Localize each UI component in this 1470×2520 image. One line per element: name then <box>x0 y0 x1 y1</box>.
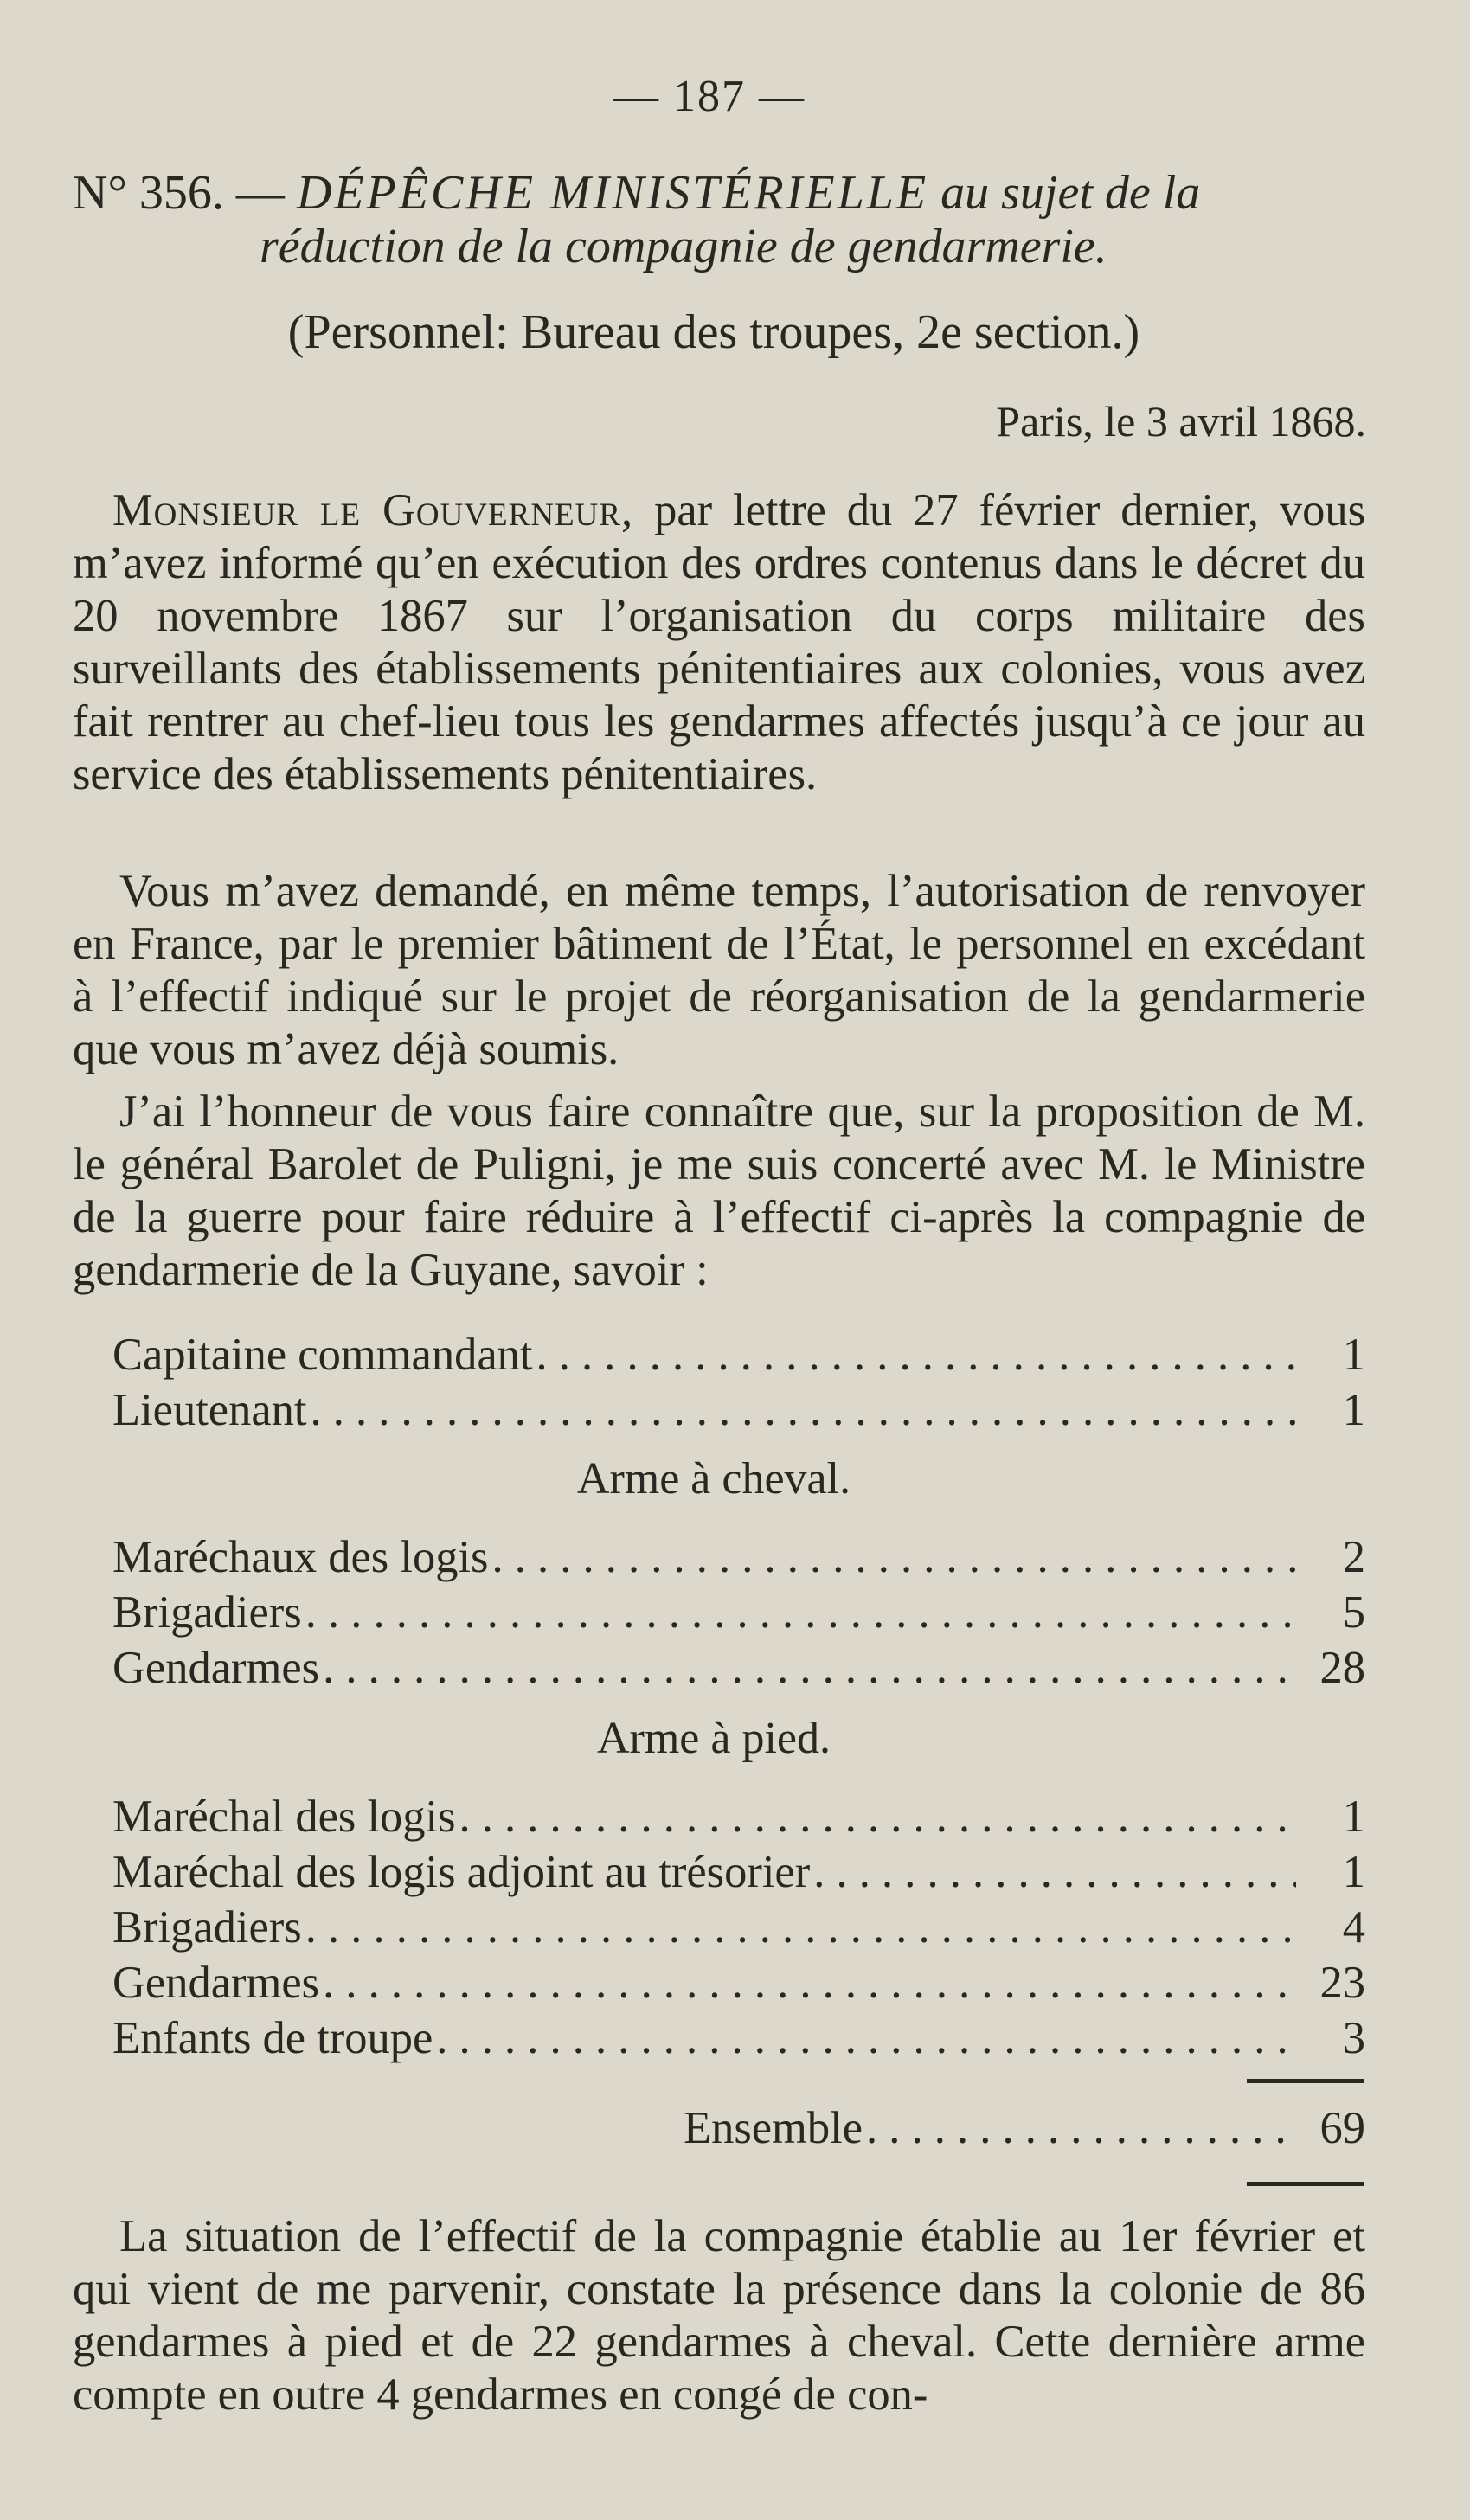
leader-dots <box>866 2102 1296 2154</box>
page-number: — 187 — <box>613 72 806 121</box>
document-title-caps: DÉPÊCHE MINISTÉRIELLE <box>296 166 929 220</box>
row-label: Lieutenant <box>112 1385 307 1435</box>
paragraph-4: La situation de l’effectif de la compagnie établie au 1er février et qui vient de me parvenir, constate la présence dans la colonie de 86 gendarmes à pied et de 22 gendarmes à cheval. Cette dernière arme compte en outre 4 gendarmes en congé de con- <box>73 2211 1365 2420</box>
leader-dots <box>813 1846 1296 1898</box>
row-value: 4 <box>1342 1902 1365 1953</box>
row-value: 1 <box>1342 1792 1365 1842</box>
total-rule-bottom <box>1247 2182 1364 2186</box>
list-item <box>684 2102 1365 2158</box>
document-number: N° 356. — <box>73 166 285 220</box>
list-item <box>112 1587 1365 1642</box>
list-item <box>112 1957 1365 2012</box>
leader-dots <box>323 1957 1296 2009</box>
row-label: Maréchal des logis <box>112 1792 456 1842</box>
document-heading <box>73 164 1371 221</box>
total-rule-top <box>1247 2079 1364 2083</box>
row-label: Maréchal des logis adjoint au trésorier <box>112 1847 811 1897</box>
cavalry-subheading: Arme à cheval. <box>576 1454 851 1504</box>
list-item <box>112 1846 1365 1901</box>
total-label: Ensemble <box>684 2103 863 2153</box>
list-item <box>112 1901 1365 1957</box>
row-label: Brigadiers <box>112 1902 302 1953</box>
row-value: 5 <box>1342 1587 1365 1638</box>
list-item <box>112 1642 1365 1697</box>
paragraph-1-text: par lettre du 27 février dernier, vous m’avez informé qu’en exécution des ordres contenus dans le décret du 20 novembre 1867 sur l’organisation du corps militaire des surveillants des établissements pénitentiaires aux colonies, vous avez fait rentrer au chef-lieu tous les gendarmes affectés jusqu’à ce jour au service des établissements pénitentiaires. <box>73 485 1365 799</box>
document-title-rest: au sujet de la <box>940 166 1201 220</box>
row-value: 1 <box>1342 1385 1365 1435</box>
row-label: Maréchaux des logis <box>112 1532 489 1582</box>
bureau-line: (Personnel: Bureau des troupes, 2e section.) <box>287 305 1140 359</box>
salutation: Monsieur le Gouverneur, <box>112 485 634 535</box>
row-value: 23 <box>1319 1958 1365 2008</box>
row-value: 2 <box>1342 1532 1365 1582</box>
leader-dots <box>310 1384 1296 1436</box>
row-value: 3 <box>1342 2013 1365 2063</box>
leader-dots <box>536 1329 1296 1381</box>
infantry-subheading: Arme à pied. <box>596 1714 831 1763</box>
row-label: Gendarmes <box>112 1958 320 2008</box>
cavalry-list <box>112 1531 1365 1697</box>
leader-dots <box>459 1791 1296 1843</box>
paragraph-2: Vous m’avez demandé, en même temps, l’autorisation de renvoyer en France, par le premier bâtiment de l’État, le personnel en excédant à l’effectif indiqué sur le projet de réorganisation de la gendarmerie que vous m’avez déjà soumis. <box>73 866 1365 1074</box>
list-item <box>112 1791 1365 1846</box>
total-value: 69 <box>1319 2103 1365 2153</box>
leader-dots <box>305 1587 1296 1638</box>
officers-list <box>112 1329 1365 1440</box>
dateline: Paris, le 3 avril 1868. <box>996 397 1366 446</box>
leader-dots <box>436 2012 1296 2064</box>
list-item <box>112 1384 1365 1440</box>
list-item <box>112 2012 1365 2068</box>
row-value: 1 <box>1342 1847 1365 1897</box>
paragraph-1 <box>73 484 1365 801</box>
leader-dots <box>323 1642 1296 1694</box>
list-item <box>112 1329 1365 1384</box>
row-label: Capitaine commandant <box>112 1330 533 1380</box>
paragraph-3: J’ai l’honneur de vous faire connaître que, sur la proposition de M. le général Barolet de Puligni, je me suis concerté avec M. le Ministre de la guerre pour faire réduire à l’effectif ci-après la compagnie de gendarmerie de la Guyane, savoir : <box>73 1087 1365 1295</box>
list-item <box>112 1531 1365 1587</box>
row-label: Enfants de troupe <box>112 2013 433 2063</box>
row-value: 1 <box>1342 1330 1365 1380</box>
leader-dots <box>305 1901 1296 1953</box>
infantry-list <box>112 1791 1365 2068</box>
document-title-line2: réduction de la compagnie de gendarmerie. <box>260 220 1107 273</box>
total-row <box>684 2102 1365 2158</box>
leader-dots <box>491 1531 1296 1583</box>
row-label: Gendarmes <box>112 1643 320 1693</box>
row-label: Brigadiers <box>112 1587 302 1638</box>
row-value: 28 <box>1319 1643 1365 1693</box>
